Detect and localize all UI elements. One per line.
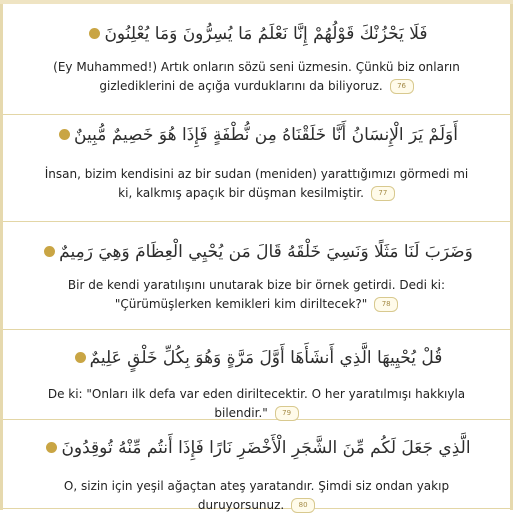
verse-number-badge[interactable]: 77 — [371, 186, 395, 201]
ayah-marker-icon — [59, 129, 70, 140]
verse-translation — [43, 58, 470, 96]
verse-block — [3, 115, 510, 222]
verse-block — [3, 0, 510, 115]
verse-block — [3, 330, 510, 420]
verse-translation — [43, 165, 470, 203]
ayah-marker-icon — [75, 352, 86, 363]
arabic-text: الَّذِي جَعَلَ لَكُم مِّنَ الشَّجَرِ الْأَخْضَرِ نَارًا فَإِذَا أَنتُم مِّنْهُ تُوقِدُونَ — [61, 438, 471, 458]
verse-arabic — [3, 438, 510, 458]
verse-number-badge[interactable]: 79 — [275, 406, 299, 421]
verse-arabic — [3, 24, 510, 44]
verse-block — [3, 420, 510, 512]
translation-text: (Ey Muhammed!) Artık onların sözü seni üzmesin. Çünkü biz onların gizlediklerini de açığa vurduklarını da biliyoruz. — [53, 60, 460, 93]
verse-translation — [33, 477, 480, 515]
arabic-text: أَوَلَمْ يَرَ الْإِنسَانُ أَنَّا خَلَقْنَاهُ مِن نُّطْفَةٍ فَإِذَا هُوَ خَصِيمٌ مُّبِينٌ — [74, 125, 458, 145]
translation-text: İnsan, bizim kendisini az bir sudan (meniden) yarattığımızı görmedi mi ki, kalkmış apaçık bir düşman kesilmiştir. — [44, 167, 469, 200]
ayah-marker-icon — [46, 442, 57, 453]
arabic-text: قُلْ يُحْيِيهَا الَّذِي أَنشَأَهَا أَوَّلَ مَرَّةٍ وَهُوَ بِكُلِّ خَلْقٍ عَلِيمٌ — [89, 348, 443, 368]
verse-translation — [33, 385, 480, 423]
verse-number-badge[interactable]: 80 — [291, 498, 315, 513]
verse-number-badge[interactable]: 78 — [374, 297, 398, 312]
translation-text: Bir de kendi yaratılışını unutarak bize bir örnek getirdi. Dedi ki: "Çürümüşlerken kemikleri kim diriltecek?" — [67, 278, 446, 311]
verse-number-badge[interactable]: 76 — [390, 79, 414, 94]
verse-arabic — [3, 125, 510, 145]
verse-block — [3, 222, 510, 330]
verse-translation — [43, 276, 470, 314]
translation-text: De ki: "Onları ilk defa var eden diriltecektir. O her yaratılmışı hakkıyla bilendir." — [47, 387, 466, 420]
ayah-marker-icon — [89, 28, 100, 39]
arabic-text: فَلَا يَحْزُنْكَ قَوْلُهُمْ إِنَّا نَعْلَمُ مَا يُسِرُّونَ وَمَا يُعْلِنُونَ — [104, 24, 428, 44]
ayah-marker-icon — [44, 246, 55, 257]
arabic-text: وَضَرَبَ لَنَا مَثَلًا وَنَسِيَ خَلْقَهُ قَالَ مَن يُحْيِي الْعِظَامَ وَهِيَ رَمِيمٌ — [59, 242, 473, 262]
verse-arabic — [3, 348, 510, 368]
translation-text: O, sizin için yeşil ağaçtan ateş yaratandır. Şimdi siz ondan yakıp duruyorsunuz. — [63, 479, 450, 512]
verse-arabic — [3, 242, 510, 262]
